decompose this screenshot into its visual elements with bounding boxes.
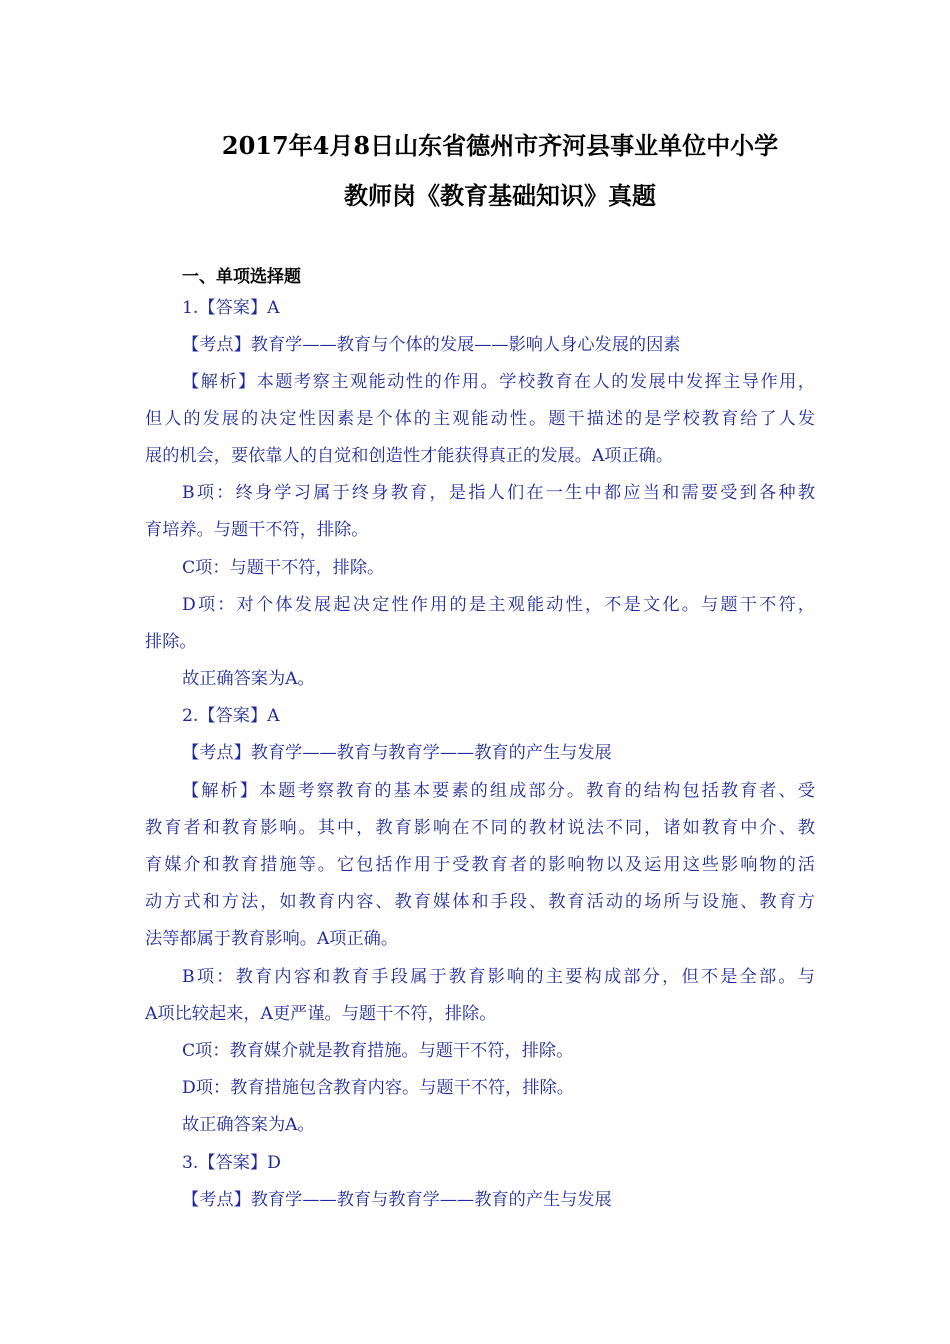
analysis-line: 展的机会，要依靠人的自觉和创造性才能获得真正的发展。A项正确。 <box>145 446 674 466</box>
analysis-line: 法等都属于教育影响。A项正确。 <box>145 929 399 949</box>
option-line: D项：教育措施包含教育内容。与题干不符，排除。 <box>182 1078 574 1098</box>
topic-line: 【考点】教育学——教育与教育学——教育的产生与发展 <box>182 743 612 763</box>
document-title-line-1: 2017年4月8日山东省德州市齐河县事业单位中小学 <box>221 131 779 160</box>
section-heading: 一、单项选择题 <box>182 267 301 287</box>
analysis-line: 【解析】本题考察教育的基本要素的组成部分。教育的结构包括教育者、受 <box>182 781 815 801</box>
conclusion-line: 故正确答案为A。 <box>182 1115 315 1135</box>
conclusion-line: 故正确答案为A。 <box>182 669 315 689</box>
answer-line: 3.【答案】D <box>182 1153 281 1173</box>
option-line: B项：终身学习属于终身教育，是指人们在一生中都应当和需要受到各种教 <box>182 483 815 503</box>
analysis-line: 但人的发展的决定性因素是个体的主观能动性。题干描述的是学校教育给了人发 <box>145 409 815 429</box>
analysis-line: 育媒介和教育措施等。它包括作用于受教育者的影响物以及运用这些影响物的活 <box>145 855 815 875</box>
analysis-line: 教育者和教育影响。其中，教育影响在不同的教材说法不同，诸如教育中介、教 <box>145 818 815 838</box>
topic-line: 【考点】教育学——教育与教育学——教育的产生与发展 <box>182 1190 612 1210</box>
option-line: 排除。 <box>145 632 197 652</box>
analysis-line: 动方式和方法，如教育内容、教育媒体和手段、教育活动的场所与设施、教育方 <box>145 892 815 912</box>
answer-line: 2.【答案】A <box>182 706 280 726</box>
topic-line: 【考点】教育学——教育与个体的发展——影响人身心发展的因素 <box>182 335 681 355</box>
option-line: B项：教育内容和教育手段属于教育影响的主要构成部分，但不是全部。与 <box>182 967 815 987</box>
option-line: D项：对个体发展起决定性作用的是主观能动性，不是文化。与题干不符， <box>182 595 815 615</box>
option-line: C项：与题干不符，排除。 <box>182 558 385 578</box>
answer-line: 1.【答案】A <box>182 298 280 318</box>
document-title-line-2: 教师岗《教育基础知识》真题 <box>344 181 656 210</box>
option-line: 育培养。与题干不符，排除。 <box>145 520 369 540</box>
analysis-line: 【解析】本题考察主观能动性的作用。学校教育在人的发展中发挥主导作用， <box>182 372 815 392</box>
option-line: A项比较起来，A更严谨。与题干不符，排除。 <box>145 1004 497 1024</box>
option-line: C项：教育媒介就是教育措施。与题干不符，排除。 <box>182 1041 574 1061</box>
